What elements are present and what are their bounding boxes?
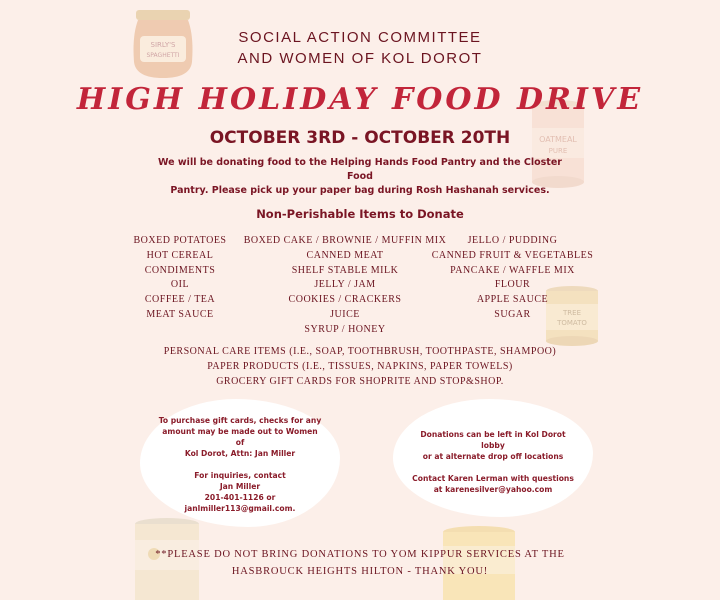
text-line: or at alternate drop off locations [422,452,564,461]
can2-label-top: OATMEAL [539,135,577,144]
list-item: JUICE [330,308,360,320]
items-section-title: Non-Perishable Items to Donate [256,207,464,221]
items-column-2 [240,234,450,338]
list-item: SYRUP / HONEY [304,323,386,335]
list-item: JELLO / PUDDING [467,235,558,246]
list-item: COFFEE / TEA [144,294,216,306]
items-column-3 [430,234,595,323]
intro-line-2: Pantry. Please pick up your paper bag during Rosh Hashanah services. [170,185,550,196]
drop-off-info-box [393,399,593,517]
can3-label-bottom: TOMATO [557,319,587,327]
list-item: BOXED POTATOES [133,235,227,246]
contact-email: at karenesilver@yahoo.com [433,485,553,494]
list-item: FLOUR [494,279,531,291]
list-item: CANNED MEAT [306,249,384,261]
text-line: Kol Dorot, Attn: Jan Miller [184,449,296,458]
list-item: CONDIMENTS [144,264,216,276]
intro-text [150,156,570,198]
text-line: Contact Karen Lerman with questions [412,474,574,483]
list-item: SHELF STABLE MILK [291,264,399,276]
gift-card-instructions [158,415,322,459]
list-item: CANNED FRUIT & VEGETABLES [431,249,594,261]
organizers [0,27,720,69]
page-title: HIGH HOLIDAY FOOD DRIVE [76,82,644,117]
can2-label-bottom: PURE [548,147,568,155]
additional-items [0,344,720,389]
org-line-1: SOCIAL ACTION COMMITTEE [238,29,482,46]
contact-phone: 201-401-1126 or [204,493,276,502]
intro-line-1: We will be donating food to the Helping Hands Food Pantry and the Closter Food [158,157,562,182]
text-line: For inquiries, contact [194,471,286,480]
text-line: Donations can be left in Kol Dorot lobby [420,430,566,450]
list-item: JELLY / JAM [314,279,376,291]
can3-label-top: TREE [563,309,581,317]
list-item: APPLE SAUCE [476,294,549,306]
contact-email: janlmiller113@gmail.com. [184,504,296,513]
extra-item-paper-products: PAPER PRODUCTS (I.E., TISSUES, NAPKINS, PAPER TOWELS) [207,361,513,372]
gift-card-info-box [140,399,340,527]
questions-contact [409,473,577,495]
list-item: OIL [170,279,190,291]
can1-label-bottom: SPAGHETTI [146,52,180,59]
extra-item-gift-cards: GROCERY GIFT CARDS FOR SHOPRITE AND STOP&SHOP. [216,376,504,387]
extra-item-personal-care: PERSONAL CARE ITEMS (I.E., SOAP, TOOTHBRUSH, TOOTHPASTE, SHAMPOO) [163,346,557,357]
list-item: HOT CEREAL [146,249,214,261]
list-item: PANCAKE / WAFFLE MIX [450,264,575,276]
list-item: SUGAR [494,308,531,320]
list-item: MEAT SAUCE [146,308,214,320]
list-item: COOKIES / CRACKERS [288,294,402,306]
list-item: BOXED CAKE / BROWNIE / MUFFIN MIX [243,235,447,246]
event-dates: OCTOBER 3RD - OCTOBER 20TH [209,128,511,148]
inquiries-contact [158,470,322,514]
text-line: To purchase gift cards, checks for any [158,416,322,425]
org-line-2: AND WOMEN OF KOL DOROT [237,50,483,67]
footer-line-1: **PLEASE DO NOT BRING DONATIONS TO YOM KIPPUR SERVICES AT THE [155,549,565,560]
drop-off-instructions [409,429,577,462]
footer-line-2: HASBROUCK HEIGHTS HILTON - THANK YOU! [231,566,489,577]
text-line: amount may be made out to Women of [162,427,318,447]
can1-label-top: SIRLY'S [150,41,176,49]
contact-name: Jan Miller [219,482,261,491]
footer-notice [0,546,720,580]
items-column-1 [110,234,250,323]
